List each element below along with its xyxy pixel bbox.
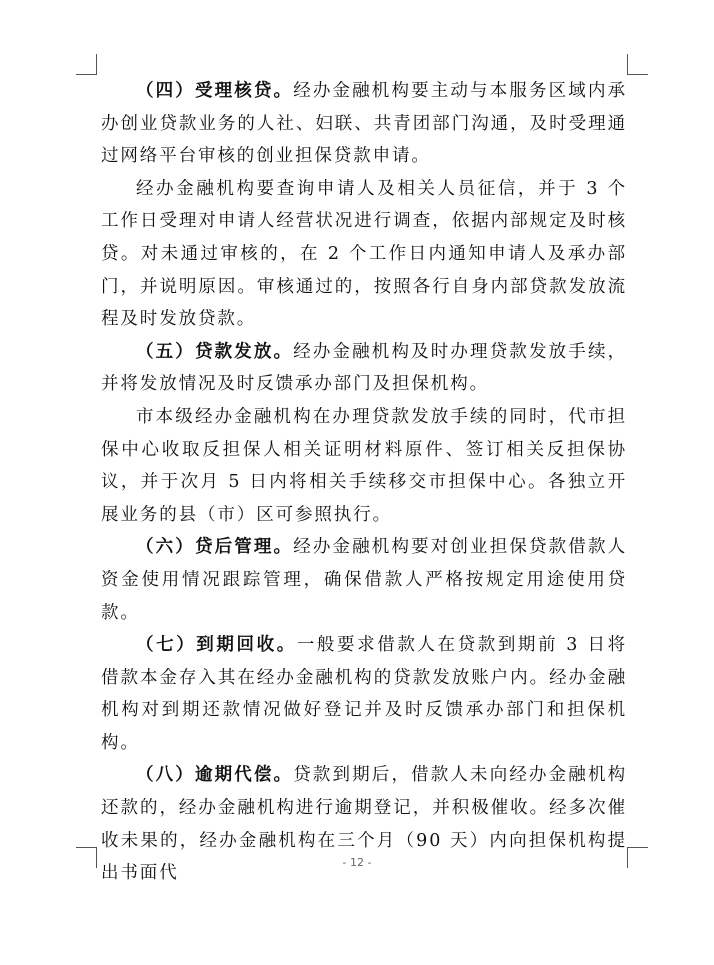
section-heading: （七）到期回收。 — [136, 635, 297, 656]
paragraph-text: 经办金融机构及时办理贷款发放手续，并将发放情况及时反馈承办部门及担保机构。 — [101, 341, 627, 395]
paragraph — [101, 336, 627, 401]
page-number: - 12 - — [342, 856, 372, 869]
paragraph — [101, 629, 627, 759]
crop-mark-top-left — [76, 54, 97, 75]
document-body — [101, 75, 627, 890]
section-heading: （五）贷款发放。 — [136, 341, 294, 362]
paragraph — [101, 759, 627, 889]
paragraph-text: 一般要求借款人在贷款到期前 3 日将借款本金存入其在经办金融机构的贷款发放账户内。经办金融机构对到期还款情况做好登记并及时反馈承办部门和担保机构。 — [101, 635, 627, 753]
crop-mark-top-right — [627, 54, 648, 75]
paragraph — [101, 75, 627, 173]
paragraph-text: 经办金融机构要对创业担保贷款借款人资金使用情况跟踪管理，确保借款人严格按规定用途使用贷款。 — [101, 537, 627, 623]
section-heading: （八）逾期代偿。 — [136, 765, 294, 786]
paragraph — [101, 173, 627, 336]
paragraph — [101, 531, 627, 629]
section-heading: （四）受理核贷。 — [136, 81, 294, 101]
paragraph-text: 市本级经办金融机构在办理贷款发放手续的同时，代市担保中心收取反担保人相关证明材料原件、签订相关反担保协议，并于次月 5 日内将相关手续移交市担保中心。各独立开展业务的县（市）区可参照执行。 — [101, 406, 627, 525]
paragraph-text: 经办金融机构要主动与本服务区域内承办创业贷款业务的人社、妇联、共青团部门沟通，及时受理通过网络平台审核的创业担保贷款申请。 — [101, 81, 627, 167]
section-heading: （六）贷后管理。 — [136, 537, 294, 558]
paragraph-text: 贷款到期后，借款人未向经办金融机构还款的，经办金融机构进行逾期登记，并积极催收。经多次催收未果的，经办金融机构在三个月（90 天）内向担保机构提出书面代 — [101, 765, 627, 884]
paragraph-text: 经办金融机构要查询申请人及相关人员征信，并于 3 个工作日受理对申请人经营状况进行调查，依据内部规定及时核贷。对未通过审核的，在 2 个工作日内通知申请人及承办部门，并说明原因。审核通过的，按照各行自身内部贷款发放流程及时发放贷款。 — [101, 178, 627, 330]
paragraph — [101, 401, 627, 531]
